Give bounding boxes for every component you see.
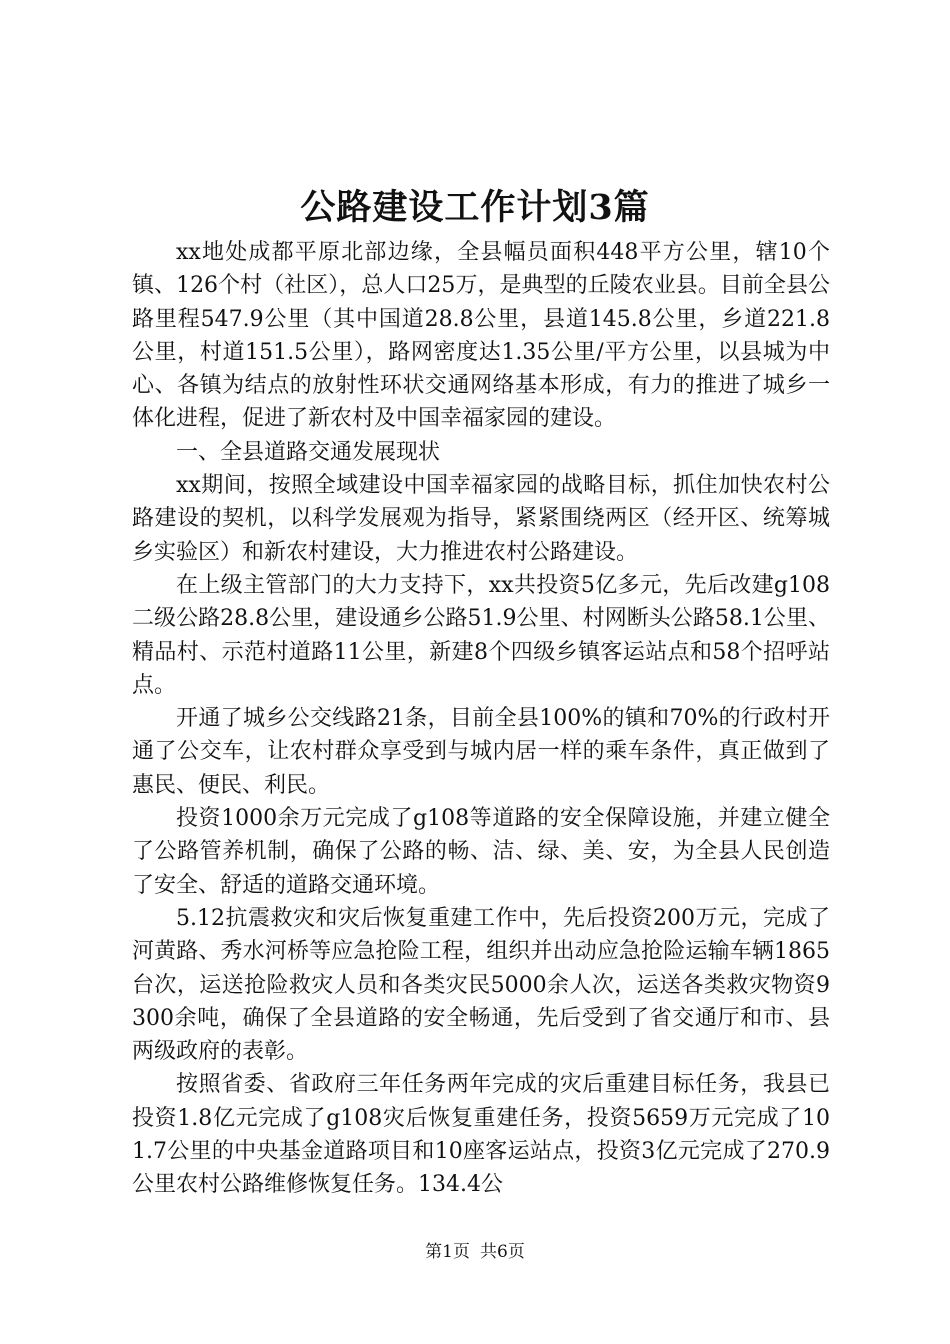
- section-heading: 一、全县道路交通发展现状: [176, 439, 441, 465]
- paragraph: 按照省委、省政府三年任务两年完成的灾后重建目标任务，我县已投资1.8亿元完成了g108灾后恢复重建任务，投资5659万元完成了101.7公里的中央基金道路项目和10座客运站点，投资3亿元完成了270.9公里农村公路维修恢复任务。134.4公: [132, 1072, 830, 1198]
- document-body: [132, 236, 830, 1202]
- paragraph: 在上级主管部门的大力支持下，xx共投资5亿多元，先后改建g108二级公路28.8公里，建设通乡公路51.9公里、村网断头公路58.1公里、精品村、示范村道路11公里，新建8个四级乡镇客运站点和58个招呼站点。: [132, 572, 830, 698]
- paragraph: xx期间，按照全域建设中国幸福家园的战略目标，抓住加快农村公路建设的契机，以科学发展观为指导，紧紧围绕两区（经开区、统筹城乡实验区）和新农村建设，大力推进农村公路建设。: [132, 473, 830, 565]
- page-total: 共6页: [480, 1242, 525, 1262]
- page-footer: [0, 1240, 950, 1264]
- page-number: 第1页: [425, 1242, 470, 1262]
- paragraph: 开通了城乡公交线路21条，目前全县100%的镇和70%的行政村开通了公交车，让农村群众享受到与城内居一样的乘车条件，真正做到了惠民、便民、利民。: [132, 706, 830, 798]
- paragraph: 投资1000余万元完成了g108等道路的安全保障设施，并建立健全了公路管养机制，确保了公路的畅、洁、绿、美、安，为全县人民创造了安全、舒适的道路交通环境。: [132, 806, 830, 898]
- document-title: 公路建设工作计划3篇: [300, 187, 650, 228]
- paragraph-intro: xx地处成都平原北部边缘，全县幅员面积448平方公里，辖10个镇、126个村（社区），总人口25万，是典型的丘陵农业县。目前全县公路里程547.9公里（其中国道28.8公里，县道145.8公里，乡道221.8公里，村道151.5公里），路网密度达1.35公里/平方公里，以县城为中心、各镇为结点的放射性环状交通网络基本形成，有力的推进了城乡一体化进程，促进了新农村及中国幸福家园的建设。: [132, 240, 830, 432]
- paragraph: 5.12抗震救灾和灾后恢复重建工作中，先后投资200万元，完成了河黄路、秀水河桥等应急抢险工程，组织并出动应急抢险运输车辆1865台次，运送抢险救灾人员和各类灾民5000余人次，运送各类救灾物资9300余吨，确保了全县道路的安全畅通，先后受到了省交通厅和市、县两级政府的表彰。: [132, 905, 830, 1065]
